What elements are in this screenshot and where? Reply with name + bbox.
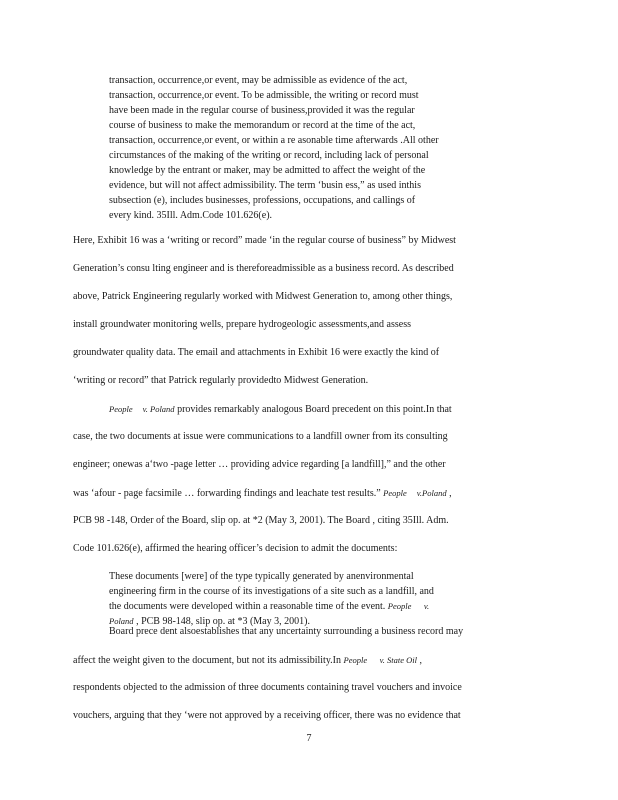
body-line (73, 486, 543, 501)
quote-line: subsection (e), includes businesses, professions, occupations, and callings of (109, 195, 416, 206)
body-line: engineer; onewas a‘two -page letter … providing advice regarding [a landfill],” and the other (73, 459, 446, 470)
quote-line: engineering firm in the course of its investigations of a site such as a landfill, and (109, 586, 434, 597)
quote-line: course of business to make the memorandum or record at the time of the act, (109, 120, 416, 131)
quote-text: the documents were developed within a reasonable time of the event. (109, 601, 388, 612)
quote-line: every kind. 35Ill. Adm.Code 101.626(e). (109, 210, 273, 221)
quote-line: evidence, but will not affect admissibility. The term ‘busin ess,” as used inthis (109, 180, 421, 191)
quote-text: , PCB 98-148, slip op. at *3 (May 3, 2001). (133, 616, 310, 627)
body-line: groundwater quality data. The email and attachments in Exhibit 16 were exactly the kind of (73, 347, 440, 358)
quote-line: These documents [were] of the type typically generated by anenvironmental (109, 571, 414, 582)
quote-line: knowledge by the entrant or maker, may be admitted to affect the weight of the (109, 165, 426, 176)
body-line (109, 402, 543, 417)
quote-line: have been made in the regular course of business,provided it was the regular (109, 105, 415, 116)
case-name-poland: v. Poland (142, 404, 175, 414)
block-quote-rule (109, 73, 509, 223)
case-name-state-oil: v. State Oil (379, 655, 417, 665)
quote-line: circumstances of the making of the writing or record, including lack of personal (109, 150, 429, 161)
body-line: respondents objected to the admission of three documents containing travel vouchers and invoice (73, 682, 462, 693)
body-line: above, Patrick Engineering regularly worked with Midwest Generation to, among other things, (73, 291, 453, 302)
quote-line: transaction, occurrence,or event, or within a re asonable time afterwards .All other (109, 135, 439, 146)
body-text: was ‘afour - page facsimile … forwarding findings and leachate test results.” (73, 488, 384, 499)
quote-line (109, 599, 529, 614)
body-line: Code 101.626(e), affirmed the hearing officer’s decision to admit the documents: (73, 543, 398, 554)
body-line: Board prece dent alsoestablishes that any uncertainty surrounding a business record may (109, 626, 464, 637)
body-text: , (446, 488, 452, 499)
page-number: 7 (306, 733, 312, 744)
case-name-people: People (387, 601, 412, 611)
case-name-v: v. (423, 601, 430, 611)
body-line: ‘writing or record” that Patrick regularly providedto Midwest Generation. (73, 375, 369, 386)
body-line: Generation’s consu lting engineer and is thereforeadmissible as a business record. As described (73, 263, 454, 274)
body-line (73, 653, 543, 668)
case-name-poland: Poland (109, 616, 134, 626)
case-name-people: People (343, 655, 368, 665)
body-line: PCB 98 -148, Order of the Board, slip op. at *2 (May 3, 2001). The Board , citing 35Ill. Adm. (73, 515, 449, 526)
quote-line: transaction, occurrence,or event. To be admissible, the writing or record must (109, 90, 419, 101)
body-text: affect the weight given to the document, but not its admissibility.In (73, 655, 344, 666)
body-text: , (417, 655, 422, 666)
body-line: Here, Exhibit 16 was a ‘writing or record” made ‘in the regular course of business” by Midwest (73, 235, 456, 246)
body-text: provides remarkably analogous Board precedent on this point.In that (174, 404, 452, 415)
body-line: vouchers, arguing that they ‘were not approved by a receiving officer, there was no evidence that (73, 710, 461, 721)
block-quote-board (109, 569, 529, 627)
case-name-poland: v.Poland (416, 488, 447, 498)
body-line: case, the two documents at issue were communications to a landfill owner from its consulting (73, 431, 448, 442)
case-name-people: People (109, 404, 133, 414)
case-name-people: People (383, 488, 407, 498)
quote-line: transaction, occurrence,or event, may be admissible as evidence of the act, (109, 75, 408, 86)
body-line: install groundwater monitoring wells, prepare hydrogeologic assessments,and assess (73, 319, 411, 330)
